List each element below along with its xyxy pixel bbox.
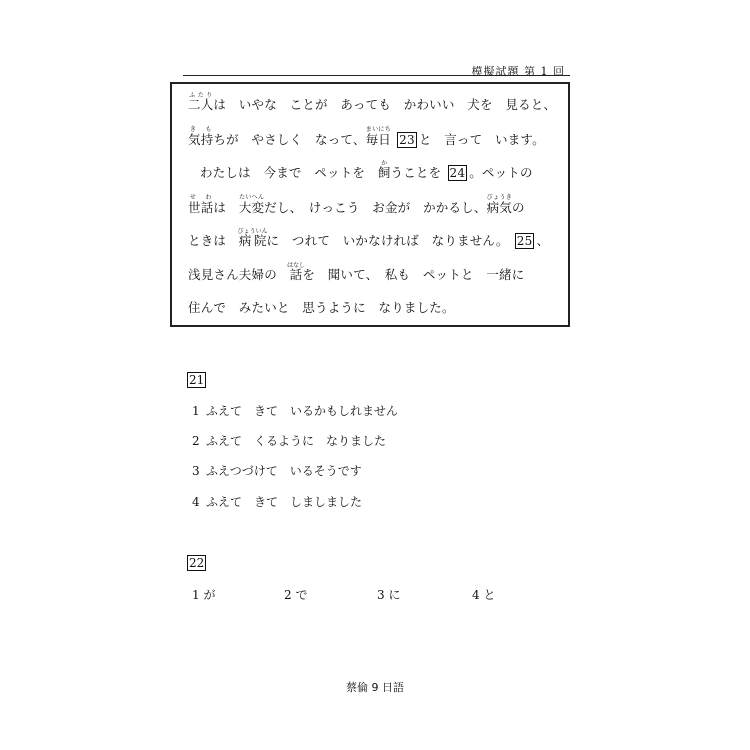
question-22-number: 22 bbox=[189, 556, 205, 570]
ruby-word: 飼か bbox=[377, 160, 391, 180]
ruby-word: 気持き も bbox=[188, 126, 214, 147]
q21-choice-1[interactable]: 1 ふえて きて いるかもしれません bbox=[192, 404, 399, 418]
q22-choice-3[interactable]: 3 に bbox=[377, 588, 401, 602]
ruby-word: 病院びょういん bbox=[237, 228, 268, 248]
question-21-number: 21 bbox=[189, 373, 205, 387]
q22-choice-2[interactable]: 2 で bbox=[284, 588, 308, 602]
ruby-word: 話はなし bbox=[286, 262, 305, 282]
passage-line-5: ときは 病院びょういんに つれて いかなければ なりません。 25 、 bbox=[188, 228, 550, 248]
passage-line-1: 二人ふたりは いやな ことが あっても かわいい 犬を 見ると、 bbox=[188, 92, 557, 112]
ruby-word: 大変たいへん bbox=[238, 194, 265, 215]
ruby-word: 病気びょうき bbox=[486, 194, 512, 215]
q21-choice-3[interactable]: 3 ふえつづけて いるそうです bbox=[192, 464, 362, 478]
blank-25-box: 25 bbox=[516, 234, 533, 248]
q22-choice-1[interactable]: 1 が bbox=[192, 588, 216, 602]
passage-line-7: 住んで みたいと 思うように なりました。 bbox=[188, 300, 455, 315]
page-footer: 蔡倫 9 日語 bbox=[346, 681, 404, 694]
q21-choice-4[interactable]: 4 ふえて きて しましました bbox=[192, 495, 363, 509]
ruby-word: 毎日まいにち bbox=[365, 126, 391, 147]
blank-24-box: 24 bbox=[449, 166, 466, 180]
q21-choice-2[interactable]: 2 ふえて くるように なりました bbox=[192, 434, 387, 448]
passage-line-6: 浅見さん夫婦の 話はなしを 聞いて、 私も ペットと 一緒に bbox=[188, 262, 525, 282]
blank-23-box: 23 bbox=[399, 133, 415, 147]
header-rule bbox=[183, 75, 570, 76]
q22-choice-4[interactable]: 4 と bbox=[472, 588, 496, 602]
ruby-word: 世話せ わ bbox=[188, 194, 214, 215]
passage-line-2: 気持き もちが やさしく なって、毎日まいにち 23 と 言って います。 bbox=[188, 126, 545, 147]
passage-line-3: わたしは 今まで ペットを 飼かうことを 24 。ペットの bbox=[200, 160, 533, 180]
reading-passage-box bbox=[170, 82, 570, 327]
page-header-title: 模擬試題 第 1 回 bbox=[471, 65, 565, 78]
passage-line-4: 世話せ わは 大変たいへんだし、 けっこう お金が かかるし、病気びょうきの bbox=[188, 194, 525, 215]
ruby-word: 二人ふたり bbox=[188, 92, 214, 112]
